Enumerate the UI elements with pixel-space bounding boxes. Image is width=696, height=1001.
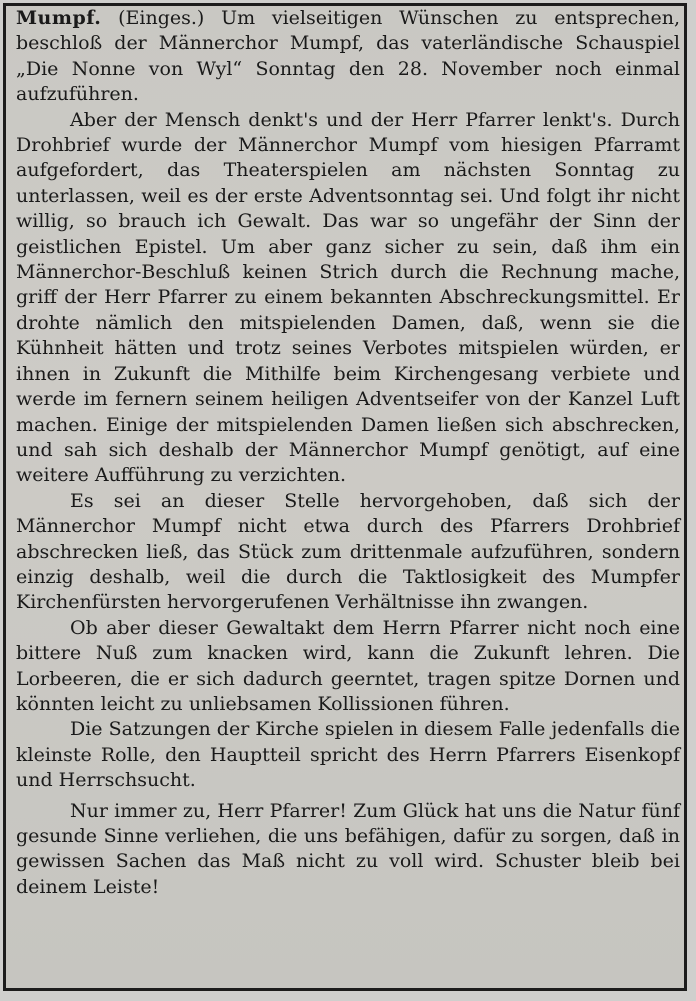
paragraph-2: Aber der Mensch denkt's und der Herr Pfarrer lenkt's. Durch Drohbrief wurde der Männerchor Mumpf vom hiesigen Pfarramt aufgefordert, das Theaterspielen am nächsten Sonntag zu unterlassen, weil es der erste Adventsonntag sei. Und folgt ihr nicht willig, so brauch ich Gewalt. Das war so ungefähr der Sinn der geistlichen Epistel. Um aber ganz sicher zu sein, daß ihm ein Männerchor-Beschluß keinen Strich durch die Rechnung mache, griff der Herr Pfarrer zu einem bekannten Abschreckungsmittel. Er drohte nämlich den mitspielenden Damen, daß, wenn sie die Kühnheit hätten und trotz seines Verbotes mitspielen würden, er ihnen in Zukunft die Mithilfe beim Kirchengesang verbiete und werde im fernern seinem heiligen Adventseifer von der Kanzel Luft machen. Einige der mitspielenden Damen ließen sich abschrecken, und sah sich deshalb der Männerchor Mumpf genötigt, auf eine weitere Aufführung zu verzichten. [16,108,680,487]
paragraph-1-text: Um vielseitigen Wünschen zu entsprechen, beschloß der Männerchor Mumpf, das vaterländische Schauspiel „Die Nonne von Wyl“ Sonntag den 28. November noch einmal aufzuführen. [16,7,680,106]
paragraph-1 [16,6,680,108]
paragraph-4: Ob aber dieser Gewaltakt dem Herrn Pfarrer nicht noch eine bittere Nuß zum knacken wird, kann die Zukunft lehren. Die Lorbeeren, die er sich dadurch geerntet, tragen spitze Dornen und könnten leicht zu unliebsamen Kollissionen führen. [16,616,680,715]
article-column [16,6,680,900]
newspaper-clipping [3,3,687,991]
paragraph-5: Die Satzungen der Kirche spielen in diesem Falle jedenfalls die kleinste Rolle, den Hauptteil spricht des Herrn Pfarrers Eisenkopf und Herrschsucht. [16,718,680,792]
paragraph-3: Es sei an dieser Stelle hervorgehoben, daß sich der Männerchor Mumpf nicht etwa durch des Pfarrers Drohbrief abschrecken ließ, das Stück zum drittenmale aufzuführen, sondern einzig deshalb, weil die durch die Taktlosigkeit des Mumpfer Kirchenfürsten hervorgerufenen Verhältnisse ihn zwangen. [16,489,680,614]
article-headline: Mumpf. [16,7,102,29]
paragraph-6: Nur immer zu, Herr Pfarrer! Zum Glück hat uns die Natur fünf gesunde Sinne verliehen, die uns befähigen, dafür zu sorgen, daß in gewissen Sachen das Maß nicht zu voll wird. Schuster bleib bei deinem Leiste! [16,799,680,898]
article-tag: (Einges.) [118,7,205,29]
